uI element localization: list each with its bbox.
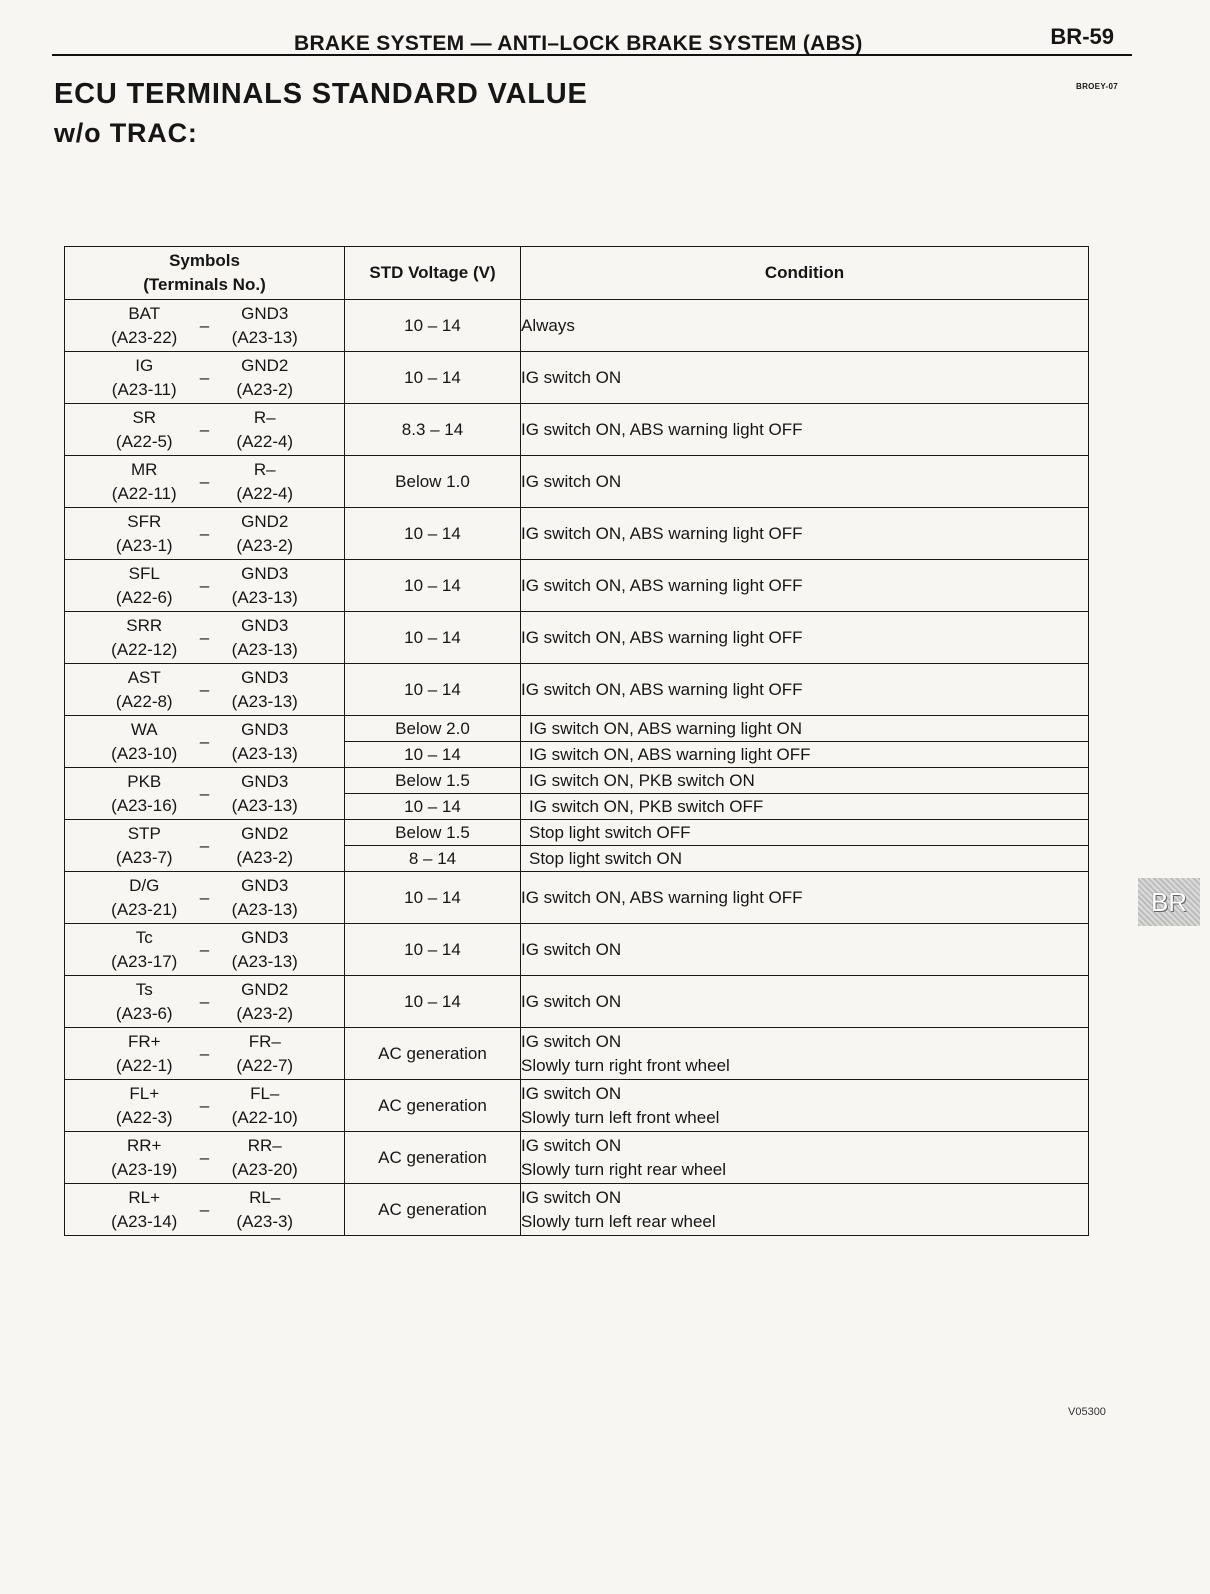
terminal-symbol-b: GND3 bbox=[241, 771, 289, 791]
section-title: ECU TERMINALS STANDARD VALUE bbox=[54, 78, 588, 110]
std-voltage-cell bbox=[345, 300, 521, 352]
terminal-pair bbox=[65, 1134, 344, 1182]
terminal-number-a: (A23-10) bbox=[111, 743, 178, 763]
condition-cell bbox=[521, 664, 1089, 716]
terminal-pair bbox=[65, 614, 344, 662]
condition-cell bbox=[521, 716, 1089, 768]
condition-cell bbox=[521, 820, 1089, 872]
terminal-pair bbox=[65, 562, 344, 610]
condition-text: IG switch ON bbox=[521, 1083, 622, 1103]
table-row bbox=[65, 716, 1089, 768]
std-voltage-value: 10 – 14 bbox=[345, 741, 520, 767]
condition-cell bbox=[521, 1028, 1089, 1080]
std-voltage-cell bbox=[345, 560, 521, 612]
condition-text: IG switch ON, PKB switch OFF bbox=[521, 793, 1088, 819]
terminal-number-b: (A23-2) bbox=[236, 847, 294, 867]
terminal-number-b: (A23-13) bbox=[231, 951, 298, 971]
terminal-pair bbox=[65, 1082, 344, 1130]
terminal-pair bbox=[65, 406, 344, 454]
terminal-symbol-a: D/G bbox=[129, 875, 160, 895]
terminal-symbol-a: SRR bbox=[126, 615, 163, 635]
condition-cell bbox=[521, 508, 1089, 560]
table-row bbox=[65, 820, 1089, 872]
terminal-number-a: (A23-7) bbox=[115, 847, 173, 867]
terminal-symbol-a: Ts bbox=[135, 979, 153, 999]
std-voltage-value: Below 2.0 bbox=[395, 719, 470, 738]
terminal-symbol-b: GND3 bbox=[241, 303, 289, 323]
terminal-symbol-b: R– bbox=[253, 407, 276, 427]
terminal-symbols-cell bbox=[65, 820, 345, 872]
std-voltage-value: Below 1.5 bbox=[395, 823, 470, 842]
table-header-row bbox=[65, 247, 1089, 300]
terminal-symbols-cell bbox=[65, 300, 345, 352]
std-voltage-value: Below 1.0 bbox=[395, 471, 470, 491]
terminal-symbols-cell bbox=[65, 560, 345, 612]
std-voltage-cell bbox=[345, 1132, 521, 1184]
terminal-symbol-a: FL+ bbox=[129, 1083, 160, 1103]
std-voltage-value: 10 – 14 bbox=[404, 523, 461, 543]
std-voltage-value: 10 – 14 bbox=[404, 575, 461, 595]
terminal-separator: – bbox=[199, 627, 210, 647]
terminal-number-a: (A22-5) bbox=[115, 431, 173, 451]
terminal-pair bbox=[65, 510, 344, 558]
terminal-separator: – bbox=[199, 1043, 210, 1063]
symbols-header bbox=[65, 247, 345, 300]
std-voltage-cell bbox=[345, 612, 521, 664]
std-voltage-value: AC generation bbox=[378, 1199, 487, 1219]
terminal-symbols-cell bbox=[65, 456, 345, 508]
terminal-pair bbox=[65, 1186, 344, 1234]
condition-text: IG switch ON bbox=[521, 939, 622, 959]
terminal-pair bbox=[65, 822, 344, 870]
std-voltage-cell bbox=[345, 976, 521, 1028]
std-voltage-value: AC generation bbox=[378, 1147, 487, 1167]
condition-text: IG switch ON bbox=[521, 1031, 622, 1051]
header-rule bbox=[52, 54, 1132, 56]
std-voltage-value: AC generation bbox=[378, 1043, 487, 1063]
std-voltage-cell bbox=[345, 1184, 521, 1236]
terminal-separator: – bbox=[199, 1199, 210, 1219]
terminal-number-b: (A22-10) bbox=[231, 1107, 298, 1127]
terminal-number-b: (A22-4) bbox=[236, 431, 294, 451]
terminal-pair bbox=[65, 770, 344, 818]
terminal-number-a: (A23-21) bbox=[111, 899, 178, 919]
condition-text: IG switch ON bbox=[521, 991, 622, 1011]
std-voltage-cell bbox=[345, 924, 521, 976]
page-number: BR-59 bbox=[1050, 24, 1114, 49]
condition-text: Stop light switch OFF bbox=[529, 823, 691, 842]
terminal-symbol-a: IG bbox=[135, 355, 154, 375]
condition-text: IG switch ON, ABS warning light ON bbox=[529, 719, 803, 738]
terminal-symbols-cell bbox=[65, 872, 345, 924]
terminal-separator: – bbox=[199, 991, 210, 1011]
terminal-number-b: (A23-3) bbox=[236, 1211, 294, 1231]
terminal-pair bbox=[65, 874, 344, 922]
terminal-number-b: (A23-13) bbox=[231, 691, 298, 711]
condition-cell bbox=[521, 976, 1089, 1028]
terminal-number-b: (A23-13) bbox=[231, 743, 298, 763]
terminal-number-a: (A22-3) bbox=[115, 1107, 173, 1127]
terminal-symbol-a: BAT bbox=[128, 303, 161, 323]
condition-text: IG switch ON, ABS warning light OFF bbox=[521, 679, 803, 699]
condition-text: IG switch ON, ABS warning light OFF bbox=[521, 627, 803, 647]
condition-cell bbox=[521, 456, 1089, 508]
condition-text: IG switch ON, ABS warning light OFF bbox=[521, 523, 803, 543]
voltage-header: STD Voltage (V) bbox=[345, 247, 521, 300]
terminal-symbols-cell bbox=[65, 612, 345, 664]
terminal-number-a: (A23-6) bbox=[115, 1003, 173, 1023]
terminal-symbol-a: Tc bbox=[135, 927, 153, 947]
std-voltage-cell bbox=[345, 872, 521, 924]
terminal-pair bbox=[65, 1030, 344, 1078]
condition-cell bbox=[521, 768, 1089, 820]
table-row bbox=[65, 300, 1089, 352]
terminal-separator: – bbox=[199, 731, 210, 751]
terminal-symbol-b: GND3 bbox=[241, 875, 289, 895]
terminal-symbols-cell bbox=[65, 352, 345, 404]
terminal-separator: – bbox=[199, 419, 210, 439]
terminal-number-a: (A23-19) bbox=[111, 1159, 178, 1179]
terminal-number-a: (A23-22) bbox=[111, 327, 178, 347]
terminal-number-b: (A23-2) bbox=[236, 535, 294, 555]
terminal-pair bbox=[65, 926, 344, 974]
terminal-separator: – bbox=[199, 835, 210, 855]
terminal-symbol-a: WA bbox=[130, 719, 158, 739]
figure-id: V05300 bbox=[1068, 1406, 1106, 1418]
condition-text-line2: Slowly turn right front wheel bbox=[521, 1055, 730, 1075]
condition-cell bbox=[521, 612, 1089, 664]
table-row bbox=[65, 508, 1089, 560]
condition-cell bbox=[521, 1132, 1089, 1184]
table-row bbox=[65, 976, 1089, 1028]
terminal-symbol-b: RR– bbox=[247, 1135, 282, 1155]
table-row bbox=[65, 1028, 1089, 1080]
terminal-number-a: (A22-6) bbox=[115, 587, 173, 607]
terminal-separator: – bbox=[199, 1095, 210, 1115]
condition-text: IG switch ON, ABS warning light OFF bbox=[521, 741, 1088, 767]
terminal-separator: – bbox=[199, 783, 210, 803]
terminal-symbol-a: MR bbox=[131, 459, 158, 479]
terminal-pair bbox=[65, 666, 344, 714]
terminal-symbols-cell bbox=[65, 1184, 345, 1236]
terminal-symbol-b: GND3 bbox=[241, 563, 289, 583]
std-voltage-value: 10 – 14 bbox=[404, 887, 461, 907]
terminal-symbols-cell bbox=[65, 1132, 345, 1184]
table-row bbox=[65, 924, 1089, 976]
terminal-symbols-cell bbox=[65, 664, 345, 716]
terminal-symbol-b: GND3 bbox=[241, 927, 289, 947]
terminal-symbol-b: GND3 bbox=[241, 667, 289, 687]
condition-cell bbox=[521, 352, 1089, 404]
terminal-pair bbox=[65, 978, 344, 1026]
terminal-symbol-b: GND3 bbox=[241, 615, 289, 635]
doc-code: BROEY-07 bbox=[1076, 82, 1118, 91]
terminal-symbols-cell bbox=[65, 924, 345, 976]
terminal-symbols-cell bbox=[65, 716, 345, 768]
condition-header: Condition bbox=[521, 247, 1089, 300]
terminal-symbols-cell bbox=[65, 1080, 345, 1132]
condition-text: Always bbox=[521, 315, 575, 335]
terminal-symbol-b: GND3 bbox=[241, 719, 289, 739]
terminal-symbol-b: R– bbox=[253, 459, 276, 479]
table-row bbox=[65, 664, 1089, 716]
terminal-symbol-a: PKB bbox=[127, 771, 162, 791]
condition-text-line2: Slowly turn right rear wheel bbox=[521, 1159, 727, 1179]
condition-cell bbox=[521, 1080, 1089, 1132]
std-voltage-value: 10 – 14 bbox=[404, 315, 461, 335]
table-body bbox=[65, 300, 1089, 1236]
std-voltage-value: 10 – 14 bbox=[404, 627, 461, 647]
std-voltage-value: 10 – 14 bbox=[404, 991, 461, 1011]
terminal-number-b: (A23-13) bbox=[231, 639, 298, 659]
table-row bbox=[65, 404, 1089, 456]
std-voltage-value: AC generation bbox=[378, 1095, 487, 1115]
terminal-separator: – bbox=[199, 679, 210, 699]
terminal-separator: – bbox=[199, 575, 210, 595]
terminal-symbol-a: FR+ bbox=[127, 1031, 161, 1051]
condition-cell bbox=[521, 300, 1089, 352]
terminal-separator: – bbox=[199, 887, 210, 907]
symbols-header-label: Symbols bbox=[169, 251, 240, 270]
header-title: BRAKE SYSTEM — ANTI–LOCK BRAKE SYSTEM (ABS) bbox=[294, 32, 863, 55]
condition-text: IG switch ON, PKB switch ON bbox=[529, 771, 755, 790]
terminal-number-b: (A22-4) bbox=[236, 483, 294, 503]
std-voltage-cell bbox=[345, 456, 521, 508]
terminal-symbol-b: GND2 bbox=[241, 355, 289, 375]
section-tab-br: BR bbox=[1138, 878, 1200, 926]
terminal-number-a: (A23-1) bbox=[115, 535, 173, 555]
terminal-number-a: (A22-1) bbox=[115, 1055, 173, 1075]
terminal-number-b: (A23-13) bbox=[231, 587, 298, 607]
terminal-separator: – bbox=[199, 523, 210, 543]
terminal-symbol-b: FL– bbox=[250, 1083, 280, 1103]
terminal-number-b: (A23-13) bbox=[231, 795, 298, 815]
terminal-symbol-a: AST bbox=[127, 667, 161, 687]
terminal-symbol-a: SFR bbox=[127, 511, 162, 531]
condition-text: IG switch ON bbox=[521, 1187, 622, 1207]
terminal-pair bbox=[65, 354, 344, 402]
condition-text: IG switch ON bbox=[521, 367, 622, 387]
terminal-number-b: (A23-13) bbox=[231, 899, 298, 919]
terminal-number-a: (A23-17) bbox=[111, 951, 178, 971]
std-voltage-cell bbox=[345, 404, 521, 456]
table-row bbox=[65, 768, 1089, 820]
std-voltage-value: 10 – 14 bbox=[404, 367, 461, 387]
std-voltage-cell bbox=[345, 716, 521, 768]
std-voltage-value: 10 – 14 bbox=[404, 939, 461, 959]
terminal-symbol-b: FR– bbox=[248, 1031, 281, 1051]
terminal-pair bbox=[65, 718, 344, 766]
terminal-symbol-b: GND2 bbox=[241, 511, 289, 531]
std-voltage-value: 10 – 14 bbox=[404, 679, 461, 699]
terminal-symbol-b: GND2 bbox=[241, 979, 289, 999]
terminal-number-b: (A22-7) bbox=[236, 1055, 294, 1075]
std-voltage-cell bbox=[345, 820, 521, 872]
table-row bbox=[65, 612, 1089, 664]
table-row bbox=[65, 560, 1089, 612]
terminal-number-a: (A22-12) bbox=[111, 639, 178, 659]
condition-cell bbox=[521, 872, 1089, 924]
table-row bbox=[65, 352, 1089, 404]
terminal-number-b: (A23-2) bbox=[236, 1003, 294, 1023]
std-voltage-cell bbox=[345, 664, 521, 716]
condition-text: Stop light switch ON bbox=[521, 845, 1088, 871]
table-row bbox=[65, 456, 1089, 508]
condition-text: IG switch ON, ABS warning light OFF bbox=[521, 887, 803, 907]
std-voltage-value: Below 1.5 bbox=[395, 771, 470, 790]
terminal-symbol-a: SFL bbox=[128, 563, 160, 583]
terminal-symbols-cell bbox=[65, 508, 345, 560]
condition-cell bbox=[521, 1184, 1089, 1236]
terminal-symbol-a: RR+ bbox=[127, 1135, 162, 1155]
terminal-pair bbox=[65, 458, 344, 506]
terminal-number-a: (A22-8) bbox=[115, 691, 173, 711]
std-voltage-cell bbox=[345, 768, 521, 820]
table-row bbox=[65, 872, 1089, 924]
table-row bbox=[65, 1184, 1089, 1236]
terminals-header-label: (Terminals No.) bbox=[143, 275, 266, 294]
condition-text: IG switch ON bbox=[521, 471, 622, 491]
section-subtitle: w/o TRAC: bbox=[54, 118, 198, 148]
std-voltage-cell bbox=[345, 508, 521, 560]
std-voltage-cell bbox=[345, 1080, 521, 1132]
std-voltage-cell bbox=[345, 352, 521, 404]
condition-cell bbox=[521, 560, 1089, 612]
terminal-separator: – bbox=[199, 367, 210, 387]
ecu-terminals-table bbox=[64, 246, 1089, 1236]
condition-text-line2: Slowly turn left rear wheel bbox=[521, 1211, 716, 1231]
std-voltage-cell bbox=[345, 1028, 521, 1080]
std-voltage-value: 8 – 14 bbox=[345, 845, 520, 871]
terminal-symbols-cell bbox=[65, 1028, 345, 1080]
condition-text: IG switch ON, ABS warning light OFF bbox=[521, 575, 803, 595]
condition-cell bbox=[521, 924, 1089, 976]
terminal-symbol-a: STP bbox=[127, 823, 161, 843]
terminal-symbol-b: RL– bbox=[249, 1187, 281, 1207]
terminal-number-b: (A23-20) bbox=[231, 1159, 298, 1179]
terminal-symbol-a: SR bbox=[132, 407, 157, 427]
terminal-symbol-a: RL+ bbox=[128, 1187, 161, 1207]
terminal-number-a: (A23-14) bbox=[111, 1211, 178, 1231]
std-voltage-value: 10 – 14 bbox=[345, 793, 520, 819]
condition-text-line2: Slowly turn left front wheel bbox=[521, 1107, 720, 1127]
terminal-symbol-b: GND2 bbox=[241, 823, 289, 843]
terminal-number-b: (A23-13) bbox=[231, 327, 298, 347]
terminal-separator: – bbox=[199, 471, 210, 491]
terminal-number-b: (A23-2) bbox=[236, 379, 294, 399]
table-row bbox=[65, 1080, 1089, 1132]
table-row bbox=[65, 1132, 1089, 1184]
terminal-separator: – bbox=[199, 1147, 210, 1167]
terminal-number-a: (A23-11) bbox=[111, 379, 177, 399]
std-voltage-value: 8.3 – 14 bbox=[401, 419, 464, 439]
terminal-symbols-cell bbox=[65, 404, 345, 456]
terminal-separator: – bbox=[199, 315, 210, 335]
terminal-number-a: (A22-11) bbox=[111, 483, 177, 503]
condition-text: IG switch ON, ABS warning light OFF bbox=[521, 419, 803, 439]
condition-cell bbox=[521, 404, 1089, 456]
condition-text: IG switch ON bbox=[521, 1135, 622, 1155]
terminal-separator: – bbox=[199, 939, 210, 959]
terminal-symbols-cell bbox=[65, 976, 345, 1028]
terminal-symbols-cell bbox=[65, 768, 345, 820]
terminal-number-a: (A23-16) bbox=[111, 795, 178, 815]
terminal-pair bbox=[65, 302, 344, 350]
